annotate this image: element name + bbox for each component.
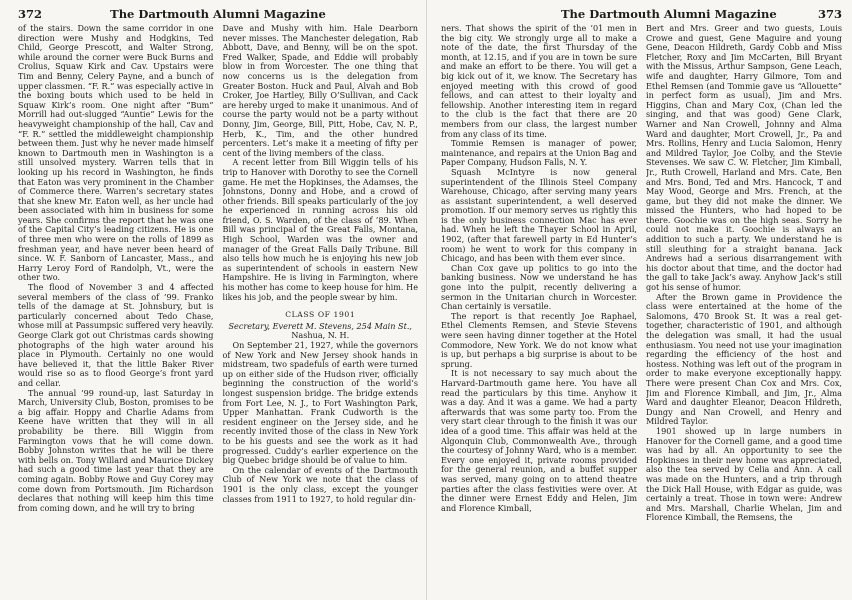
right-page-header	[441, 4, 842, 24]
page-number: 372	[18, 7, 43, 21]
left-column-1	[18, 24, 214, 600]
running-title: The Dartmouth Alumni Magazine	[561, 7, 777, 21]
paragraph: The report is that recently Joe Raphael, Ethel Clements Remsen, and Stevie Stevens were seen having dinner together at the Hotel Commodore, New York. We do not know what is up, but perhaps a big surprise is about to be sprung.	[441, 310, 637, 369]
paragraph: Squash McIntyre is now general superintendent of the Illinois Steel Company Warehouse, Chicago, after serving many years as assistant superintendent, a well deserved promotion. If our memory serves us rightly this is the only business connection Mac has ever had. When he left the Thayer School in April, 1902, (after that farewell party in Ed Hunter’s room) he went to work for this company in Chicago, and has been with them ever since.	[441, 166, 637, 264]
paragraph: 1901 showed up in large numbers in Hanover for the Cornell game, and a good time was had by all. An opportunity to see the Hopkinses in their new home was appreciated, also the tea served by Celia and Ann. A call was made on the Hunters, and a trip through the Dick Hall House, with Edgar as guide, was certainly a treat. Those in town were: Andrew and Mrs. Marshall, Charlie Whelan, Jim and Florence Kimball, the Remsens, the	[646, 425, 842, 523]
right-column-1	[441, 24, 637, 600]
left-page-header	[18, 4, 418, 24]
paragraph: ners. That shows the spirit of the ’01 men in the big city. We strongly urge all to make a note of the date, the first Thursday of the month, at 12.15, and if you are in town be sure and make an effort to be there. You will get a big kick out of it, we know. The Secretary has enjoyed meeting with this crowd of good fellows, and can attest to their loyalty and fellowship. Another interesting item in regard to the club is the fact that there are 20 members from our class, the largest number from any class of its time.	[441, 24, 637, 139]
paragraph: Dave and Mushy with him. Hale Dearborn never misses. The Manchester delegation, Rab Abbott, Dave, and Benny, will be on the spot. Fred Walker, Spade, and Eddie will probably blow in from Worcester. The one thing that now concerns us is the delegation from Greater Boston. Huck and Paul, Alvah and Bob Croker, Joe Hartley, Billy O’Sullivan, and Cack are hereby urged to make it unanimous. And of course the party would not be a party without Donny, Jim, George, Bill, Pitt, Hobe, Cav, N. P., Herb, K., Tim, and the other hundred percenters. Let’s make it a meeting of fifty per cent of the living members of the class.	[222, 24, 418, 158]
paragraph: It is not necessary to say much about the Harvard-Dartmouth game here. You have all read the particulars by this time. Anyhow it was a day. And it was a game. We had a party afterwards that was some party too. From the very start clear through to the finish it was our idea of a good time. This affair was held at the Algonquin Club, Commonwealth Ave., through the courtesy of Johnny Ward, who is a member. Every one enjoyed it, private rooms provided for the general reunion, and a buffet supper was served, many going on to attend theatre parties after the class festivities were over. At the dinner were Ernest Eddy and Helen, Jim and Florence Kimball,	[441, 368, 637, 513]
paragraph: After the Brown game in Providence the class were entertained at the home of the Salomons, 470 Brook St. It was a real get-together, characteristic of 1901, and although the delegation was small, it had the usual enthusiasm. You need not use your imagination regarding the efficiency of the host and hostess. Nothing was left out of the program in order to make everyone exceptionally happy. There were present Chan Cox and Mrs. Cox, Jim and Florence Kimball, and Jim, Jr., Alma Ward and daughter Eleanor, Deacon Hildreth, Dungy and Nan Crowell, and Henry and Mildred Taylor.	[646, 291, 842, 427]
paragraph: of the stairs. Down the same corridor in one direction were Mushy and Hodgkins, Ted Child, George Prescott, and Walter Strong, while around the corner were Buck Burns and Crolius, Squaw Kirk and Cav. Upstairs were Tim and Benny, Celery Payne, and a bunch of upper classmen. “F. R.” was especially active in the boxing bouts which used to be held in Squaw Kirk’s room. One night after “Bum” Morrill had out-slugged “Auntie” Lewis for the heavyweight championship of the hall, Cav and “F. R.” settled the middleweight championship between them. Just why he never made himself known to Dartmouth men in Washington is a still unsolved mystery. Warren tells that in looking up his record in Washington, he finds that Eaton was very prominent in the Chamber of Commerce there. Warren’s secretary states that she knew Mr. Eaton well, as her uncle had been associated with him in business for some years. She confirms the report that he was one of the Capital City’s leading citizens. He is one of three men who were on the rolls of 1899 as freshman year, and have never been heard of since. W. F. Sanborn of Lancaster, Mass., and Harry Leroy Ford of Randolph, Vt., were the other two.	[18, 24, 214, 283]
paragraph: Bert and Mrs. Greer and two guests, Louis Crowe and guest, Gene Maguire and young Gene, Deacon Hildreth, Gardy Cobb and Miss Fletcher, Roxy and Jim McCarten, Bill Bryant with the Missus, Arthur Sampson, Gene Leach, wife and daughter, Harry Gilmore, Tom and Ethel Remsen (and Tommie gave us “Allouette” in perfect form as usual), Jim and Mrs. Higgins, Chan and Mary Cox, (Chan led the singing, and that was good) Gene Clark, Warner and Nan Crowell, Johnny and Alma Ward and daughter, Mort Crowell, Jr., Pa and Mrs. Rollins, Henry and Lucia Salomon, Henry and Mildred Taylor, Joe Colby, and the Stevie Stevenses. We saw C. W. Fletcher, Jim Kimball, Jr., Ruth Crowell, Harland and Mrs. Cate, Ben and Mrs. Bond, Ted and Mrs. Hancock, T and May Wood, George and Mrs. French, at the game, but they did not make the dinner. We missed the Hunters, who had hoped to be there. Goochie was on the high seas. Sorry he could not make it. Goochie is always an addition to such a party. We understand he is still sleuthing for a straight banana. Jack Andrews had a serious disarrangement with his doctor about that time, and the doctor had the gall to take Jack’s away. Anyhow Jack’s still got his sense of humor.	[646, 24, 842, 293]
paragraph: On September 21, 1927, while the governors of New York and New Jersey shook hands in midstream, two spadefuls of earth were turned up on either side of the Hudson river, officially beginning the construction of the world’s longest suspension bridge. The bridge extends from Fort Lee, N. J., to Fort Washington Park, Upper Manhattan. Frank Cudworth is the resident engineer on the Jersey side, and he recently invited those of the class in New York to be his guests and see the work as it had progressed. Cuddy’s earlier experience on the big Quebec bridge should be of value to him.	[222, 340, 418, 466]
right-column-2	[646, 24, 842, 600]
paragraph: Tommie Remsen is manager of power, maintenance, and repairs at the Union Bag and Paper Company, Hudson Falls, N. Y.	[441, 138, 637, 168]
left-column-2	[223, 24, 419, 600]
paragraph: The annual ’99 round-up, last Saturday in March, University Club, Boston, promises to be a big affair. Hoppy and Charlie Adams from Keene have written that they will in all probability be there. Bill Wiggin from Farmington vows that he will come down. Bobby Johnston writes that he will be there with bells on. Tony Willard and Maurice Dickey had such a good time last year that they are coming again. Bobby Rowe and Guy Corey may come down from Portsmouth. Jim Richardson declares that nothing will keep him this time from coming down, and he will try to bring	[18, 387, 214, 513]
class-heading: CLASS OF 1901	[285, 310, 356, 320]
paragraph: On the calendar of events of the Dartmouth Club of New York we note that the class of 1901 is the only class, except the younger classes from 1911 to 1927, to hold regular din-	[222, 464, 418, 504]
page-number: 373	[817, 7, 842, 21]
paragraph: The flood of November 3 and 4 affected several members of the class of ’99. Franko tells of the damage at St. Johnsbury, but is particularly concerned about Tedo Chase, whose mill at Passumpsic suffered very heavily. George Clark got out Christmas cards showing photographs of the high water around his place in Plymouth. Certainly no one would have believed it, that the little Baker River would rise so as to flood George’s front yard and cellar.	[18, 282, 214, 388]
right-page	[426, 0, 852, 600]
paragraph: A recent letter from Bill Wiggin tells of his trip to Hanover with Dorothy to see the Cornell game. He met the Hopkinses, the Adamses, the Johnstons, Donny and Hobe, and a crowd of other friends. Bill speaks particularly of the joy he experienced in running across his old friend, O. S. Warden, of the class of ’89. When Bill was principal of the Great Falls, Montana, High School, Warden was the owner and manager of the Great Falls Daily Tribune. Bill also tells how much he is enjoying his new job as superintendent of schools in eastern New Hampshire. He is living in Farmington, where his mother has come to keep house for him. He likes his job, and the people swear by him.	[222, 157, 418, 302]
paragraph: Chan Cox gave up politics to go into the banking business. Now we understand he has gone into the pulpit, recently delivering a sermon in the Unitarian church in Worcester. Chan certainly is versatile.	[441, 262, 637, 312]
secretary-line: Secretary, Everett M. Stevens, 254 Main St.,	[228, 320, 412, 331]
running-title: The Dartmouth Alumni Magazine	[110, 7, 326, 21]
secretary-city: Nashua, N. H.	[291, 330, 350, 341]
